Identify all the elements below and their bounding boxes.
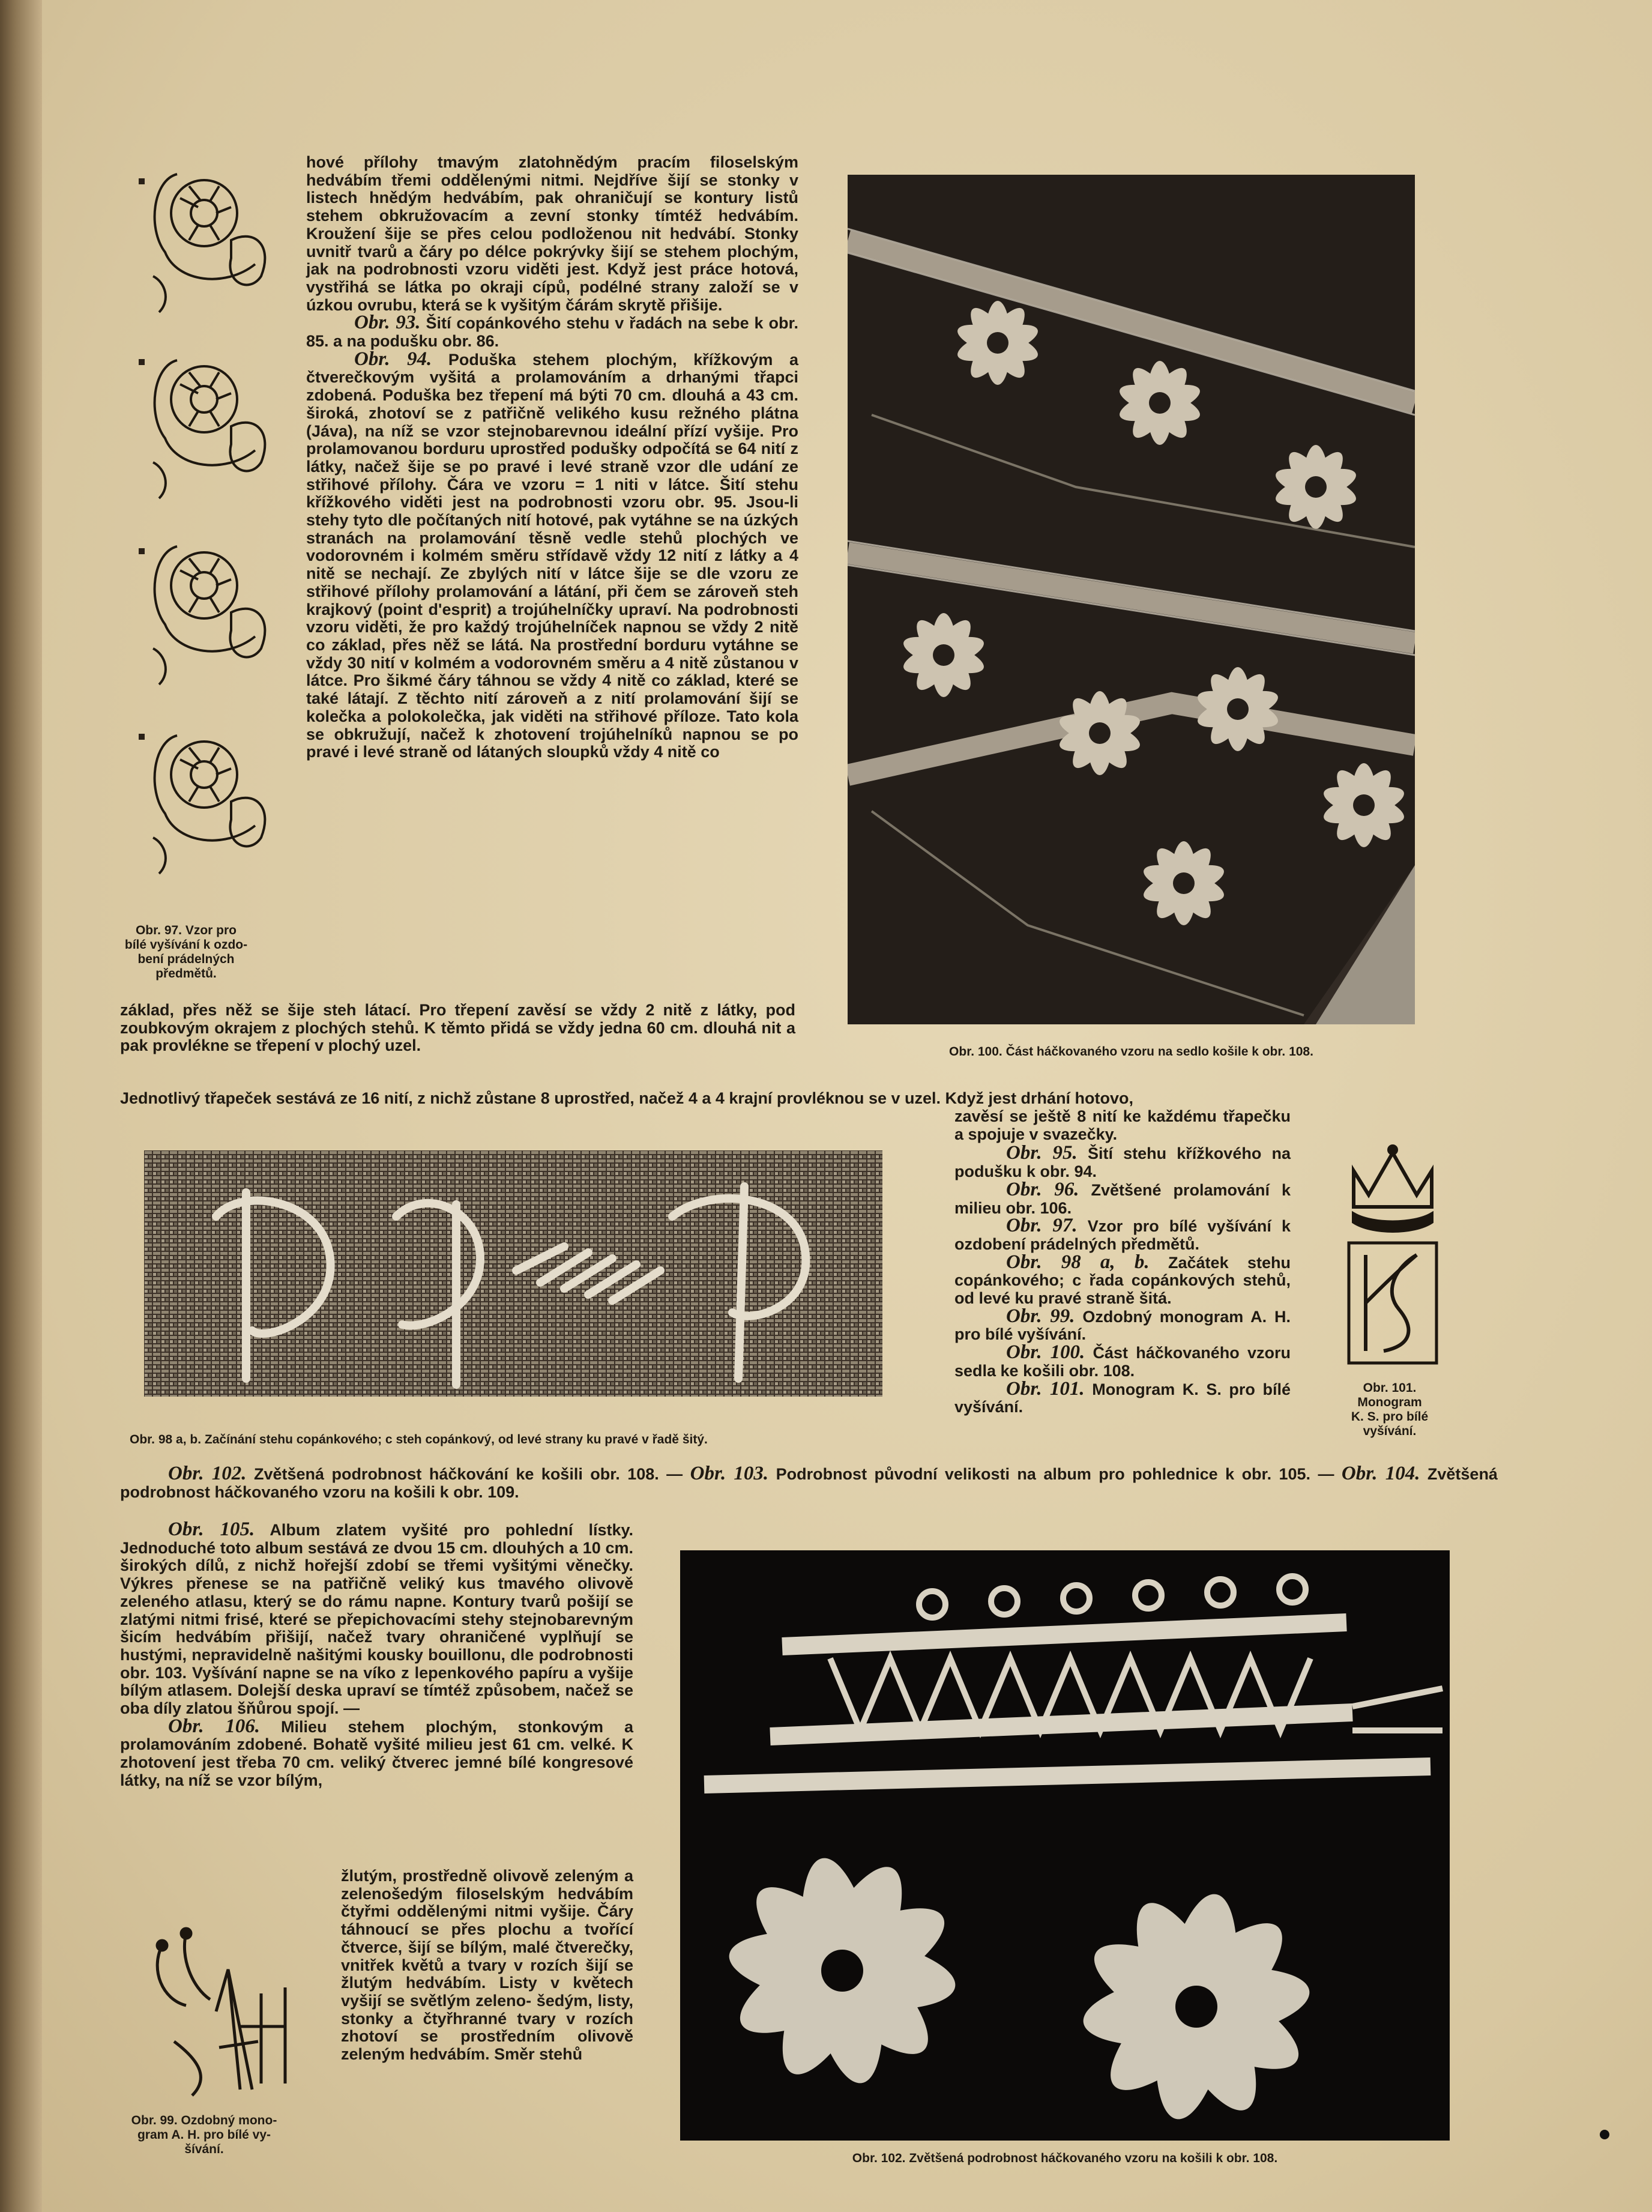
list-item: Obr. 97. Vzor pro bílé vyšívání k ozdobení prádelných předmětů. [954,1215,1291,1253]
column-1-text [306,154,798,761]
crown-icon [1354,1153,1432,1207]
list-item: Obr. 96. Zvětšené prolamování k milieu obr. 106. [954,1178,1291,1217]
figure-98-photo [144,1150,882,1397]
paragraph: základ, přes něž se šije steh látací. Pro třepení zavěsí se vždy 2 nitě z látky, pod zoubkovým okrajem z plochých stehů. K těmto přidá se vždy jedna 60 cm. dlouhá nit a pak provlékne se třepení v plochý uzel. [120,1001,795,1055]
figure-100-photo [848,175,1415,1024]
paragraph: Obr. 106. Milieu stehem plochým, stonkovým a prolamováním zdobené. Bohatě vyšité milieu jest 61 cm. velké. K zhotovení jest třeba 70 cm. veliký čtverec jemné bílé kongresové látky, na níž se vzor bílým, [120,1715,633,1789]
paragraph: zavěsí se ještě 8 nití ke každému třapečku a spojuje v svazečky. [954,1107,1291,1143]
paragraph: Obr. 93. Šití copánkového stehu v řadách na sebe k obr. 85. a na podušku obr. 86. [306,312,798,351]
figure-list [954,1108,1291,1416]
paragraph: hové přílohy tmavým zlatohnědým pracím filoselským hedvábím třemi oddělenými nitmi. Nejdříve šijí se stonky v listech hnědým hedvábím, pak ohraničují se kontury listů stehem obkružovacím a zevní stonky tímtéž hedvábím. Kroužení šije se přes celou podloženou nit hedvábí. Stonky uvnitř tvarů a čáry po délce pokrývky šijí se stehem plochým, jak na podrobnosti vzoru viděti jest. Když jest práce hotová, vystřihá se látka po okraji cípů, podélné strany založí se v úzkou ovrubu, která se k vyšitým čárám skrytě přišije. [306,153,798,314]
figure-reference: Obr. 94. [354,348,432,370]
column-3-text [120,1518,634,1790]
figure-99-monogram [138,1921,312,2102]
binding-gutter [0,0,42,2212]
paragraph: žlutým, prostředně olivově zeleným a zelenošedým filoselským hedvábím čtyřmi oddělenými nitmi vyšije. Čáry táhnoucí se přes plochu a tvořící čtverce, šijí se bílým, malé čtverečky, vnitřek květů a tvary v rozích šijí se žlutým hedvábím. Listy v květech vyšijí se světlým zeleno- šedým, listy, stonky a čtyřhranné tvary v rozích zhotoví se prostředním olivově zeleným hedvábím. Směr stehů [341,1867,633,2064]
paragraph: Obr. 102. Zvětšená podrobnost háčkování ke košili obr. 108. — Obr. 103. Podrobnost původní velikosti na album pro pohlednice k obr. 105. — Obr. 104. Zvětšená podrobnost háčkovaného vzoru na košili k obr. 109. [120,1463,1498,1501]
paragraph: Obr. 105. Album zlatem vyšité pro pohlední lístky. Jednoduché toto album sestává ze dvou 15 cm. dlouhých a 10 cm. širokých dílů, z nichž hořejší zdobí se třemi vyšitými věnečky. Výkres přenese se na patřičně veliký kus tmavého olivově zeleného atlasu, který se do rámu napne. Kontury tvarů pošijí se zlatými nitmi frisé, které se přepichovacími stehy stejnobarevným šicím hedvábím přišijí, načež tvary ohraničené vyplňují se hustými, nepravidelně našitými kousky bouillonu, dle podrobnosti obr. 103. Vyšívání napne se na víko z lepenkového papíru a vyšije bílým atlasem. Dolejší deska upraví se tímtéž způsobem, načež se oba díly zlatou šňůrou spojí. — [120,1518,634,1718]
figure-101-caption: Obr. 101. Monogram K. S. pro bílé vyšívání. [1351,1381,1429,1438]
list-item: Obr. 98 a, b. Začátek stehu copánkového; c řada copánkových stehů, od levé ku pravé straně šitá. [954,1251,1291,1308]
figure-101-monogram [1342,1135,1444,1366]
figure-102-caption: Obr. 102. Zvětšená podrobnost háčkovaného vzoru na košili k obr. 108. [852,2151,1278,2165]
paragraph: Obr. 94. Poduška stehem plochým, křížkovým a čtverečkovým vyšitá a prolamováním a drhanými třapci zdobená. Poduška bez třepení má býti 70 cm. dlouhá a 43 cm. široká, zhotoví se z patřičně velikého kusu režného plátna (Jáva), na níž se vzor stejnobarevnou ideální přízí vyšije. Pro prolamovanou borduru uprostřed podušky odpočítá se 64 nití z látky, načež šije se po pravé i levé straně vzor dle udání ze střihové přílohy. Čára ve vzoru = 1 niti v látce. Šití stehu křížkového viděti jest na podrobnosti vzoru obr. 95. Jsou-li stehy tyto dle počítaných nití hotové, pak vytáhne se na úzkých stranách na prolamování těsně vedle stehů plochých ve vodorovném i kolmém směru střídavě vždy 12 nití z látky a 4 nitě se nechají. Ze zbylých nití v látce šije se dle vzoru ze střihové přílohy prolamování a látání, při čem se zároveň steh krajkový (point d'esprit) a trojúhelníčky upraví. Na podrobnosti vzoru viděti, že pro každý trojúhelníček napnou se vždy 2 nitě co základ, přes něž se látá. Na prostřední borduru vytáhne se vždy 30 nití v kolmém a vodorovném směru a 4 nitě zůstanou v látce. Pro šikmé čáry táhnou se vždy 4 nitě co základ, které se také látají. Z těchto nití zároveň a z nití prolamování šijí se kolečka a polokolečka, jak viděti na střihové příloze. Tato kola se obkružují, načež k zhotovení trojúhelníků napnou se po pravé i levé straně od látaných sloupků vždy 4 nitě co [306,348,798,761]
full-width-paragraph [120,1465,1498,1501]
flower-motif [153,546,265,684]
flower-motif [153,174,265,312]
figure-102-photo [680,1550,1450,2141]
flower-motif [153,360,265,498]
figure-reference: Obr. 93. [354,312,421,334]
paragraph: Jednotlivý třapeček sestává ze 16 nití, z nichž zůstane 8 uprostřed, načež 4 a 4 krajní provléknou se v uzel. Když jest drhání hotovo, [120,1089,1134,1107]
column-1-continuation [120,1002,795,1055]
list-item: Obr. 99. Ozdobný monogram A. H. pro bílé vyšívání. [954,1305,1291,1344]
figure-97-ornament [141,162,282,913]
column-3-narrow-text [341,1867,633,2064]
figure-100-caption: Obr. 100. Část háčkovaného vzoru na sedlo košile k obr. 108. [949,1045,1313,1059]
figure-98-caption: Obr. 98 a, b. Začínání stehu copánkového; c steh copánkový, od levé strany ku pravé v řadě šitý. [130,1433,708,1446]
list-item: Obr. 100. Část háčkovaného vzoru sedla ke košili obr. 108. [954,1341,1291,1380]
figure-97-caption: Obr. 97. Vzor pro bílé vyšívání k ozdo- bení prádelných předmětů. [124,923,248,981]
list-item: Obr. 101. Monogram K. S. pro bílé vyšívání. [954,1377,1291,1416]
list-item: Obr. 95. Šití stehu křížkového na podušku k obr. 94. [954,1142,1291,1181]
flower-motif [153,736,265,874]
figure-99-caption: Obr. 99. Ozdobný mono- gram A. H. pro bílé vy- šívání. [131,2114,277,2156]
page-dot-mark [1600,2130,1609,2139]
full-width-line [120,1090,1495,1108]
